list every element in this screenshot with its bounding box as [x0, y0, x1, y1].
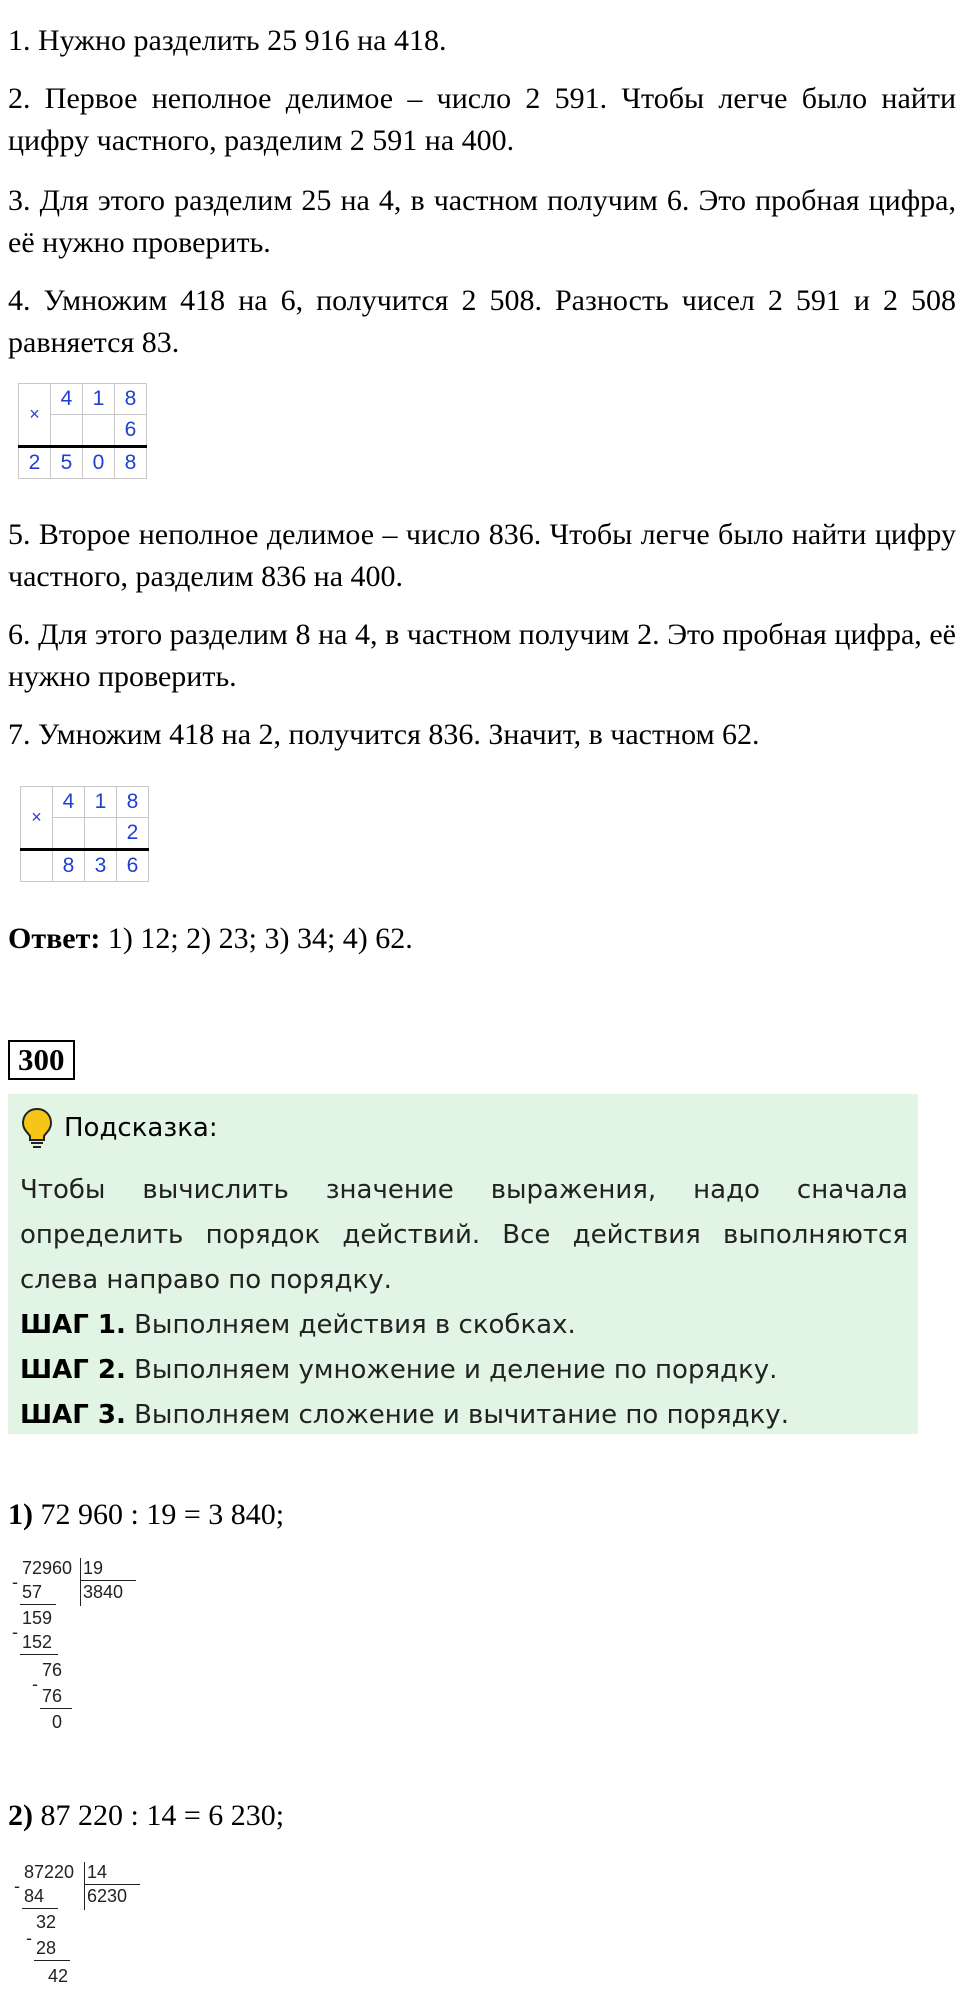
division-line: 76 [42, 1660, 63, 1680]
item-2-equation [8, 1795, 284, 1837]
hint-step-2 [20, 1348, 908, 1393]
grid-cell: 0 [83, 447, 115, 479]
hint-step-text: Выполняем действия в скобках. [125, 1310, 576, 1340]
step-3: 3. Для этого разделим 25 на 4, в частном получим 6. Это пробная цифра, её нужно проверить. [8, 184, 956, 259]
division-line: 159 [22, 1608, 53, 1628]
division-underline [34, 1960, 70, 1961]
hint-step-label: ШАГ 1. [20, 1310, 126, 1340]
division-underline [22, 1908, 58, 1909]
answer-line [8, 918, 413, 960]
step-4: 4. Умножим 418 на 6, получится 2 508. Разность чисел 2 591 и 2 508 равняется 83. [8, 284, 956, 359]
hint-title: Подсказка: [64, 1113, 218, 1143]
lightbulb-icon [20, 1106, 54, 1150]
grid-cell: 1 [83, 384, 115, 415]
hint-step-text: Выполняем сложение и вычитание по порядку. [125, 1400, 789, 1430]
division-line: 0 [52, 1712, 63, 1732]
division-underline [40, 1708, 72, 1709]
grid-cell [83, 415, 115, 447]
hint-step-3 [20, 1393, 908, 1438]
step-2: 2. Первое неполное делимое – число 2 591. Чтобы легче было найти цифру частного, разделим 2 591 на 400. [8, 82, 956, 157]
hint-step-label: ШАГ 2. [20, 1355, 126, 1385]
multiplication-grid-1 [18, 383, 147, 479]
item-number: 1) [8, 1498, 33, 1531]
task-number: 300 [8, 1040, 75, 1080]
long-division-2 [10, 1862, 150, 1998]
grid-cell: 3 [85, 850, 117, 882]
grid-cell: 8 [115, 384, 147, 415]
grid-cell: 8 [53, 850, 85, 882]
grid-cell: 5 [51, 447, 83, 479]
division-line: 76 [42, 1686, 63, 1706]
grid-cell: 1 [85, 787, 117, 818]
division-divider-vertical [80, 1558, 81, 1606]
grid-cell: 2 [117, 818, 149, 850]
answer-text: 1) 12; 2) 23; 3) 34; 4) 62. [100, 922, 413, 955]
division-line: 84 [24, 1886, 45, 1906]
division-underline [20, 1604, 56, 1605]
division-line: 32 [36, 1912, 57, 1932]
division-divider-horizontal [80, 1580, 136, 1581]
division-quotient: 6230 [87, 1886, 128, 1906]
item-number: 2) [8, 1799, 33, 1832]
division-dividend: 87220 [24, 1862, 75, 1882]
step-1: 1. Нужно разделить 25 916 на 418. [8, 24, 447, 57]
minus-sign: - [14, 1876, 20, 1896]
hint-intro: Чтобы вычислить значение выражения, надо сначала определить порядок действий. Все действия выполняются слева направо по порядку. [20, 1175, 908, 1295]
multiply-sign: × [21, 787, 53, 850]
long-division-1 [10, 1558, 150, 1768]
hint-header [20, 1106, 218, 1150]
hint-step-1 [20, 1303, 908, 1348]
grid-cell: 4 [53, 787, 85, 818]
grid-cell: 6 [115, 415, 147, 447]
step-6: 6. Для этого разделим 8 на 4, в частном получим 2. Это пробная цифра, её нужно проверить. [8, 618, 956, 693]
division-line: 152 [22, 1632, 53, 1652]
multiplication-grid-2 [20, 786, 149, 882]
step-7: 7. Умножим 418 на 2, получится 836. Значит, в частном 62. [8, 718, 760, 751]
division-underline [20, 1654, 58, 1655]
minus-sign: - [12, 1572, 18, 1592]
grid-cell [51, 415, 83, 447]
item-expression: 72 960 : 19 = 3 840; [33, 1498, 285, 1531]
division-divider-horizontal [84, 1884, 140, 1885]
division-divider-vertical [84, 1862, 85, 1910]
division-quotient: 3840 [83, 1582, 124, 1602]
division-dividend: 72960 [22, 1558, 73, 1578]
multiply-sign: × [19, 384, 51, 447]
division-line: 42 [48, 1966, 69, 1986]
answer-label: Ответ: [8, 922, 101, 955]
minus-sign: - [12, 1622, 18, 1642]
grid-cell [85, 818, 117, 850]
grid-cell [53, 818, 85, 850]
division-line: 57 [22, 1582, 43, 1602]
minus-sign: - [32, 1674, 38, 1694]
grid-cell: 4 [51, 384, 83, 415]
step-5: 5. Второе неполное делимое – число 836. Чтобы легче было найти цифру частного, разделим 836 на 400. [8, 518, 956, 593]
grid-cell: 2 [19, 447, 51, 479]
item-expression: 87 220 : 14 = 6 230; [33, 1799, 285, 1832]
hint-step-text: Выполняем умножение и деление по порядку. [125, 1355, 778, 1385]
division-divisor: 19 [83, 1558, 104, 1578]
grid-cell [21, 850, 53, 882]
division-line: 28 [36, 1938, 57, 1958]
minus-sign: - [26, 1928, 32, 1948]
grid-cell: 8 [117, 787, 149, 818]
grid-cell: 8 [115, 447, 147, 479]
grid-cell: 6 [117, 850, 149, 882]
hint-box [8, 1094, 918, 1434]
hint-step-label: ШАГ 3. [20, 1400, 126, 1430]
division-divisor: 14 [87, 1862, 108, 1882]
item-1-equation [8, 1494, 284, 1536]
hint-body [20, 1168, 908, 1438]
